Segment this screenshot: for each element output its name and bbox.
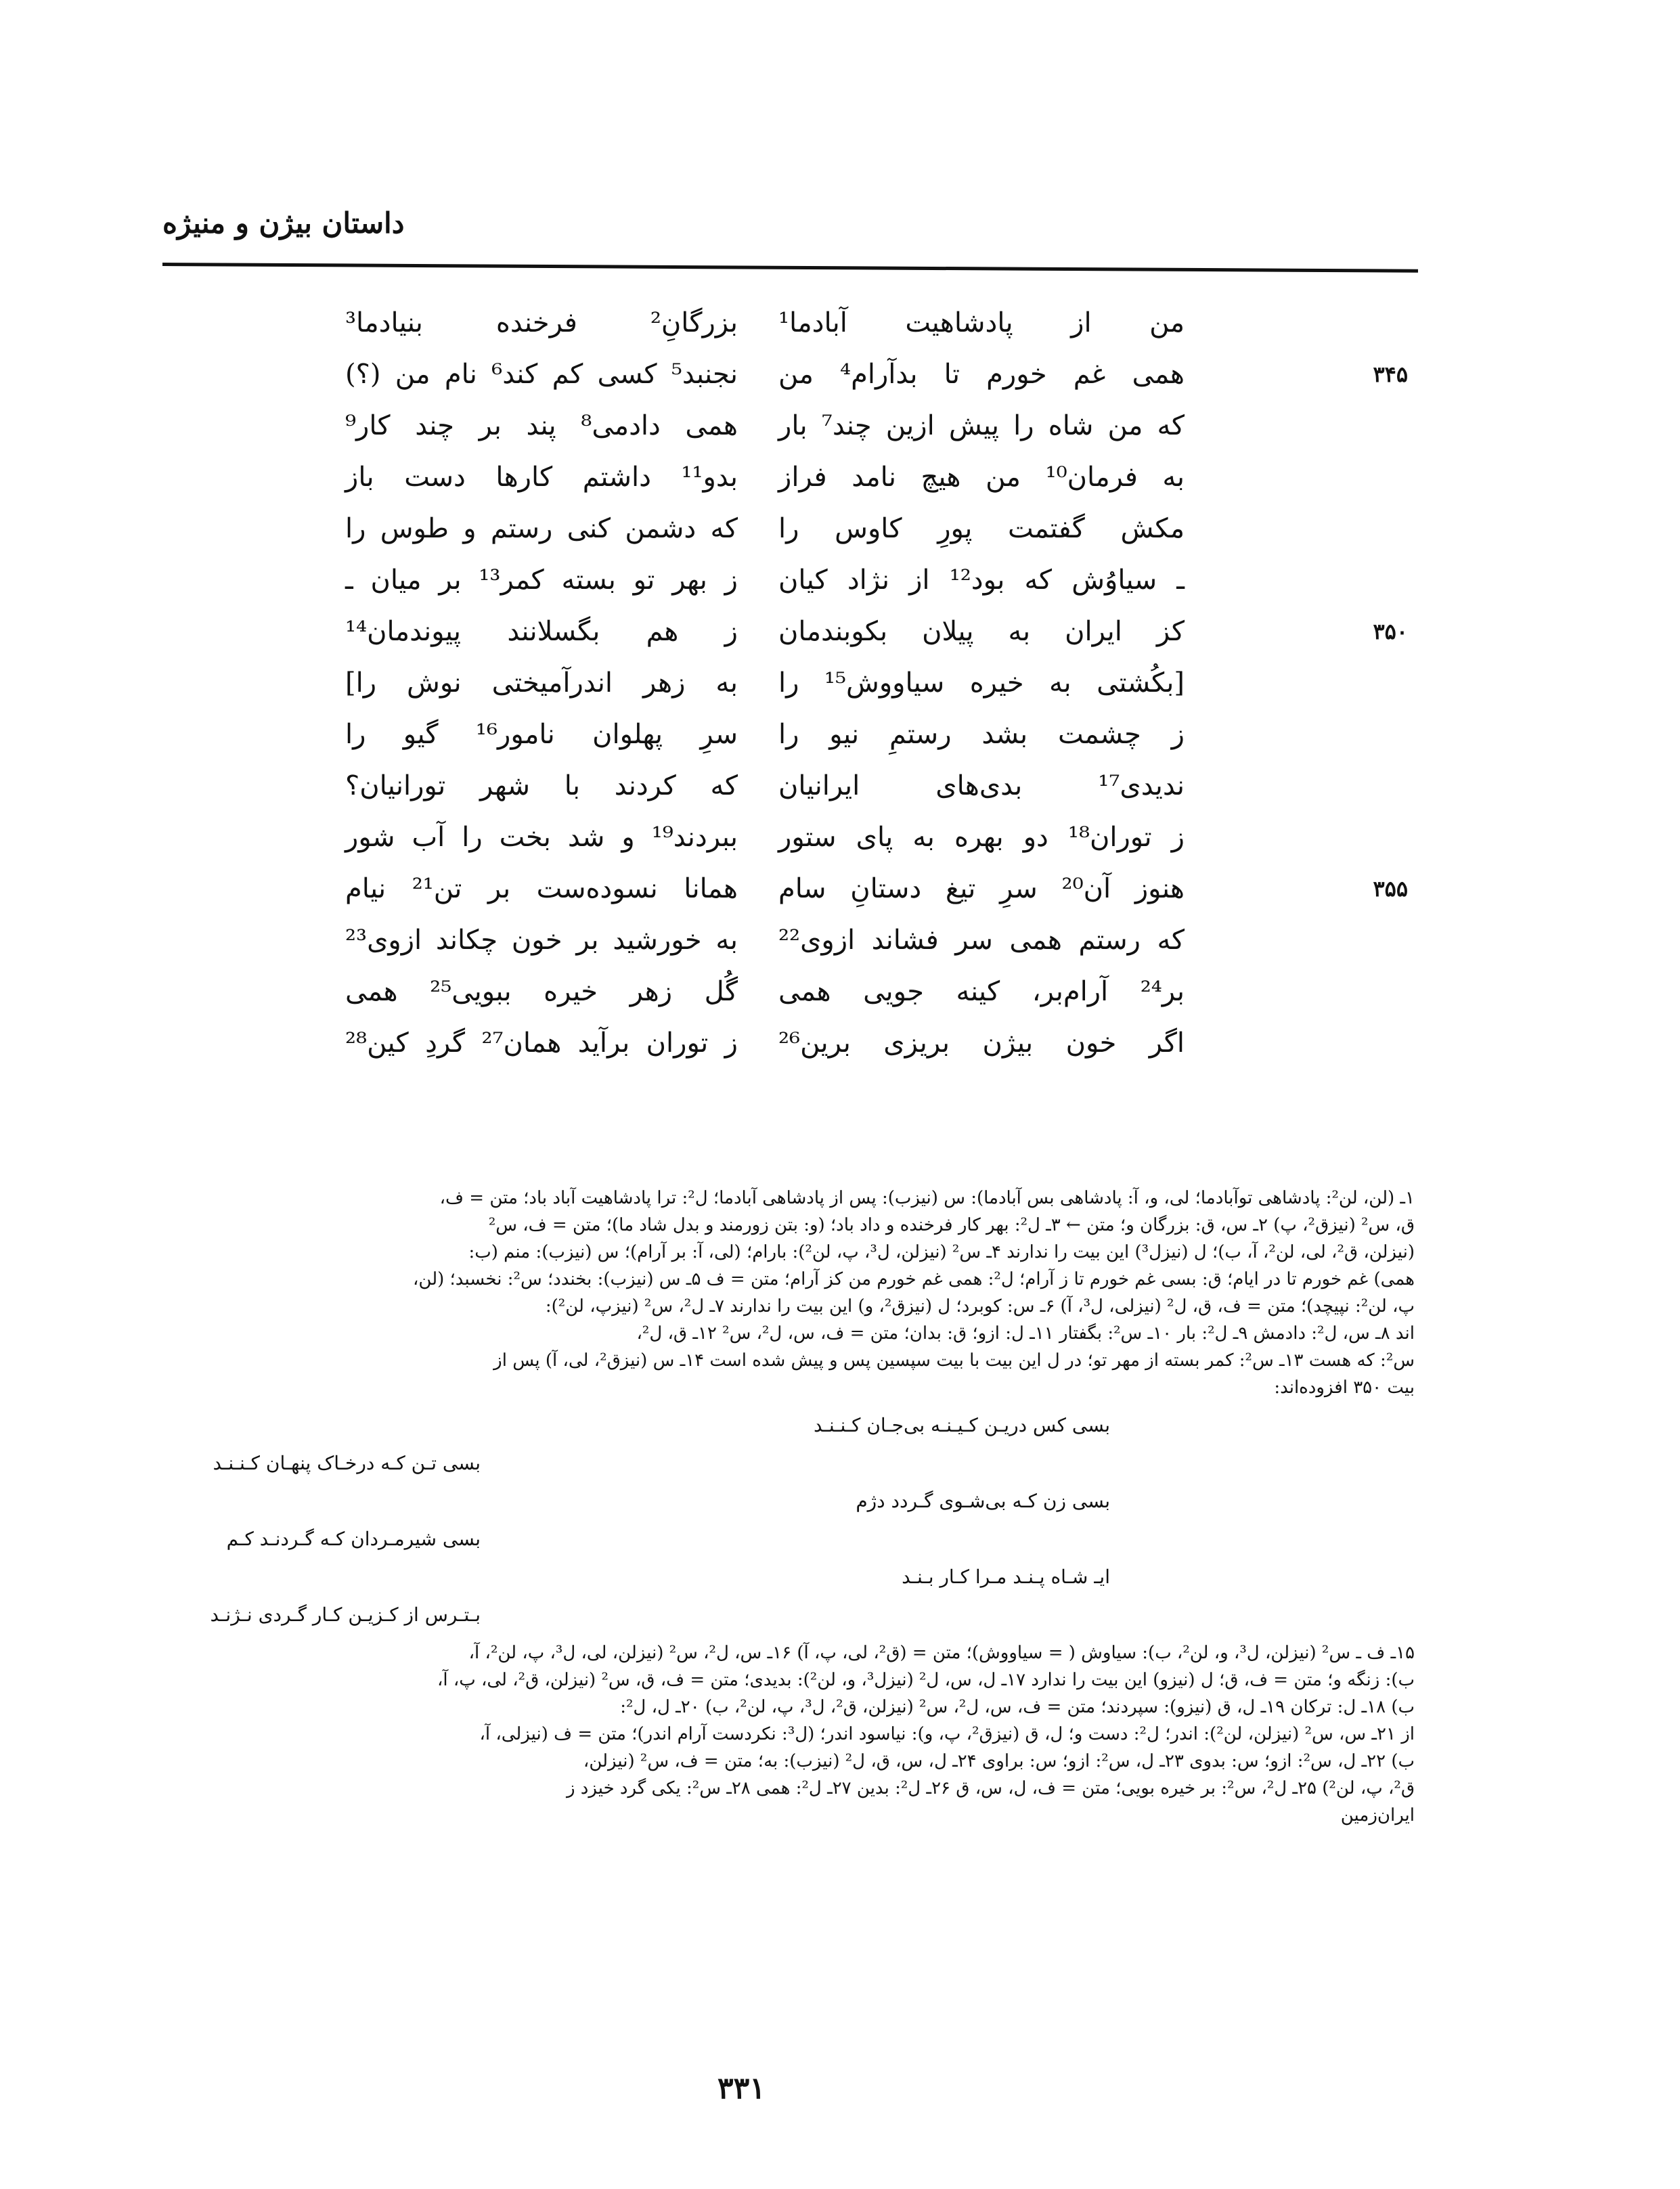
hemistich-right: مکش گفتمت پورِ کاوس را [778,513,1185,544]
hemistich-left: ز بهر تو بسته کمر¹³ بر میان ـ [345,565,738,596]
footnote-line: از ۲۱ـ س، س² (نیزلن، لن²): اندر؛ ل²: دست و؛ ل، ق (نیزق²، پ، و): نیاسود اندر؛ (ل³: نکردست آرام اندر)؛ متن = ف (نیزلی، آ، [479,1724,1415,1744]
footnote-line: پ، لن²: نپیچد)؛ متن = ف، ق، ل² (نیزلی، ل³، آ) ۶ـ س: کوبرد؛ ل (نیزق²، و) این بیت را ندارند ۷ـ ل²، س² (نیزپ، لن²): [545,1296,1415,1317]
couplet [169,452,1421,502]
added-hemistich-left: بسی تـن کـه درخـاک پنهـان کـنـنـد [213,1452,481,1474]
added-couplet [115,1596,1415,1634]
added-hemistich-left: بـتـرس از کـزیـن کـار گـردی نـژنـد [210,1604,481,1626]
page-number: ۳۳۱ [717,2071,766,2106]
hemistich-right: ز چشمت بشد رستمِ نیو را [778,719,1185,750]
footnote-line: ۱۵ـ ف ـ س² (نیزلن، ل³، و، لن²، ب): سیاوش ( = سیاووش)؛ متن = (ق²، لی، پ، آ) ۱۶ـ س، ل²، س² (نیزلن، لی، ل³، پ، لن²، آ، [468,1643,1415,1663]
hemistich-right: بر²⁴ آرام‌بر، کینه جویی همی [778,976,1185,1007]
hemistich-left: ببردند¹⁹ و شد بخت را آب شور [345,822,738,853]
hemistich-left: بدو¹¹ داشتم کارها دست باز [345,462,738,493]
couplet [169,606,1421,657]
footnote-line: ب): زنگه و؛ متن = ف، ق؛ ل (نیزو) این بیت را ندارد ۱۷ـ ل، س، ل² (نیزل³، و، لن²): بدیدی؛ متن = ف، ق، س² (نیزلن، ق²، لی، پ، آ، [437,1670,1415,1690]
added-couplet [115,1520,1415,1558]
added-couplet [115,1558,1415,1596]
hemistich-right: من از پادشاهیت آبادما¹ [778,307,1185,338]
running-title: داستان بیژن و منیژه [162,206,405,240]
header-rule [162,263,1418,273]
couplet [169,1018,1421,1068]
added-hemistich-left: بسی شیرمـردان کـه گـردنـد کـم [226,1528,481,1550]
added-hemistich-right: بسی کس دریـن کـیـنـه بی‌جـان کـنـنـد [813,1414,1110,1436]
hemistich-left: که دشمن کنی رستم و طوس را [345,513,738,544]
verse-block [169,298,1421,1110]
hemistich-left: گُل زهر خیره ببویی²⁵ همی [345,976,738,1007]
hemistich-left: سرِ پهلوان نامور¹⁶ گیو را [345,719,738,750]
footnotes [115,1185,1415,1829]
couplet [169,812,1421,862]
verse-number: ۳۵۰ [1373,619,1408,644]
hemistich-left: به زهر اندرآمیختی نوش را] [345,667,738,699]
couplet [169,761,1421,811]
footnote-line: بیت ۳۵۰ افزوده‌اند: [1274,1377,1415,1398]
hemistich-left: همی دادمی⁸ پند بر چند کار⁹ [345,410,738,441]
hemistich-right: ز توران¹⁸ دو بهره به پای ستور [778,822,1185,853]
couplet [169,504,1421,554]
couplet [169,349,1421,399]
footnote-line: س²: که هست ۱۳ـ س²: کمر بسته از مهر تو؛ در ل این بیت با بیت سپسین پس و پیش شده است ۱۴ـ س (نیزق²، لی، آ) پس از [493,1350,1415,1371]
added-hemistich-right: بسی زن کـه بی‌شـوی گـردد دژم [856,1490,1110,1512]
added-couplet [115,1482,1415,1520]
hemistich-right: کز ایران به پیلان بکوبندمان [778,616,1185,647]
hemistich-right: [بکُشتی به خیره سیاووش¹⁵ را [778,667,1185,699]
footnote-line: (نیزلن، ق²، لی، لن²، آ، ب)؛ ل (نیزل³) این بیت را ندارند ۴ـ س² (نیزلن، ل³، پ، لن²): بارام؛ (لی، آ: بر آرام)؛ س (نیزب): منم (ب: [468,1242,1415,1262]
footnote-line: همی) غم خورم تا در ایام؛ ق: بسی غم خورم تا ز آرام؛ ل²: همی غم خورم من کز آرام؛ متن = ف ۵ـ س (نیزب): بخندد؛ س²: نخسبد؛ (لن، [413,1269,1415,1289]
couplet [169,555,1421,605]
footnote-line: ایران‌زمین [1340,1805,1415,1826]
hemistich-right: به فرمان¹⁰ من هیچ نامد فراز [778,462,1185,493]
verse-number: ۳۵۵ [1373,876,1408,902]
hemistich-left: که کردند با شهر تورانیان؟ [345,770,738,801]
footnote-line: ق²، پ، لن²) ۲۵ـ ل²، س²: بر خیره بویی؛ متن = ف، ل، س، ق ۲۶ـ ل²: بدین ۲۷ـ ل²: همی ۲۸ـ س²: یکی گرد خیزد ز [566,1778,1415,1798]
footnote-line: ۱ـ (لن، لن²: پادشاهی توآبادما؛ لی، و، آ: پادشاهی بس آبادما): س (نیزب): پس از پادشاهی آبادما؛ ل²: ترا پادشاهیت آباد باد؛ متن = ف، [439,1188,1415,1208]
hemistich-right: همی غم خورم تا بدآرام⁴ من [778,359,1185,390]
added-hemistich-right: ایـ شـاه پـنـد مـرا کـار بـنـد [902,1566,1110,1588]
hemistich-left: ز توران برآید همان²⁷ گردِ کین²⁸ [345,1027,738,1059]
hemistich-right: ندیدی¹⁷ بدی‌های ایرانیان [778,770,1185,801]
couplet [169,915,1421,965]
footnote-line: اند ۸ـ س، ل²: دادمش ۹ـ ل²: بار ۱۰ـ س²: بگفتار ۱۱ـ ل: ازو؛ ق: بدان؛ متن = ف، س، ل²، س² ۱۲ـ ق، ل²، [636,1323,1415,1344]
added-verses [115,1407,1415,1634]
verse-number: ۳۴۵ [1373,361,1408,387]
added-couplet [115,1407,1415,1444]
hemistich-right: ـ سیاوُش که بود¹² از نژاد کیان [778,565,1185,596]
hemistich-right: که رستم همی سر فشاند ازوی²² [778,925,1185,956]
hemistich-right: هنوز آن²⁰ سرِ تیغ دستانِ سام [778,873,1185,904]
added-couplet [115,1444,1415,1482]
hemistich-left: به خورشید بر خون چکاند ازوی²³ [345,925,738,956]
footnote-line: ب) ۱۸ـ ل: ترکان ۱۹ـ ل، ق (نیزو): سپردند؛ متن = ف، س، ل²، س² (نیزلن، ق²، ل³، پ، لن²، ب) ۲۰ـ ل، ل²: [620,1697,1415,1717]
couplet [169,967,1421,1017]
couplet [169,658,1421,708]
couplet [169,709,1421,759]
hemistich-right: که من شاه را پیش ازین چند⁷ بار [778,410,1185,441]
couplet [169,864,1421,914]
hemistich-left: نجنبد⁵ کسی کم کند⁶ نام من (؟) [345,359,738,390]
couplet [169,298,1421,348]
hemistich-left: همانا نسوده‌ست بر تن²¹ نیام [345,873,738,904]
footnote-line: ق، س² (نیزق²، پ) ۲ـ س، ق: بزرگان و؛ متن ← ۳ـ ل²: بهر کار فرخنده و داد باد؛ (و: بتن زورمند و بدل شاد ما)؛ متن = ف، س² [488,1215,1415,1235]
couplet [169,401,1421,451]
hemistich-left: بزرگانِ² فرخنده بنیادما³ [345,307,738,338]
hemistich-right: اگر خون بیژن بریزی برین²⁶ [778,1027,1185,1059]
hemistich-left: ز هم بگسلانند پیوندمان¹⁴ [345,616,738,647]
footnote-line: ب) ۲۲ـ ل، س²: ازو؛ س: بدوی ۲۳ـ ل، س²: ازو؛ س: براوی ۲۴ـ ل، س، ق، ل² (نیزب): به؛ متن = ف، س² (نیزلن، [583,1751,1415,1771]
